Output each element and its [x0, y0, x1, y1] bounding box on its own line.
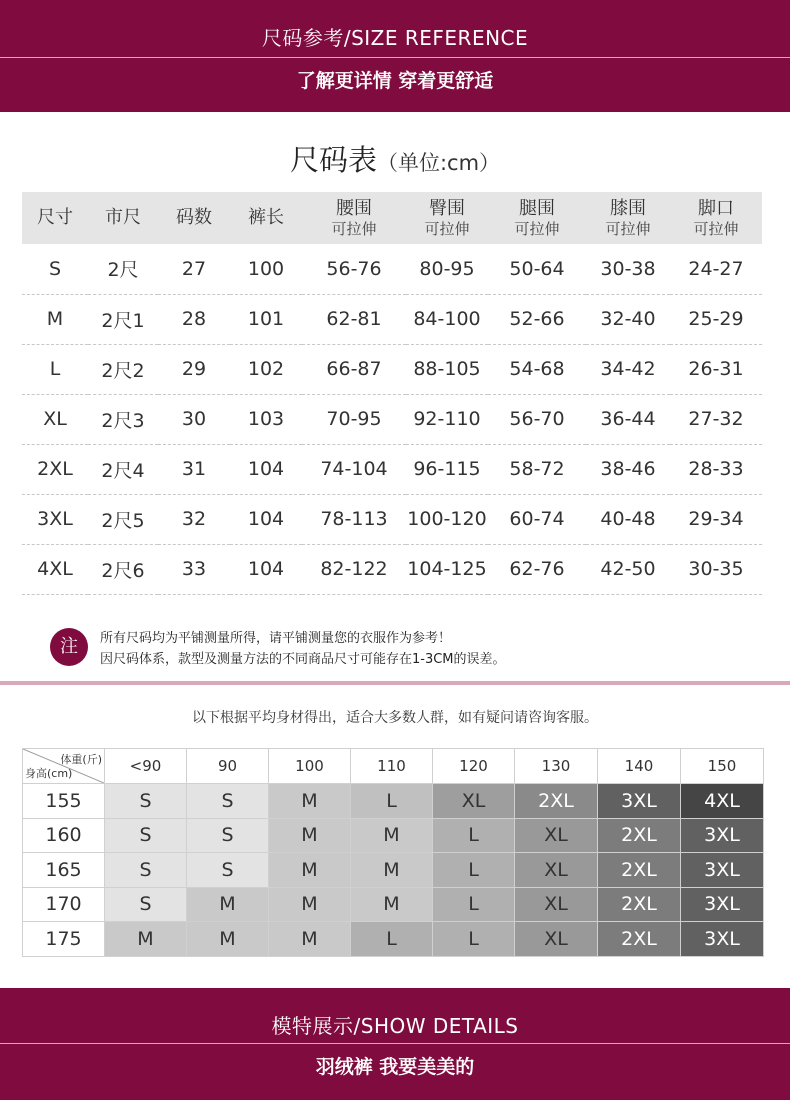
size-chart-cell: 27 [181, 257, 207, 280]
recommended-size-cell: M [351, 887, 433, 922]
size-chart-cell: 66-87 [326, 358, 382, 380]
recommended-size-cell: M [105, 922, 187, 957]
size-chart-cell: 25-29 [688, 308, 744, 330]
recommended-size-cell: XL [515, 922, 598, 957]
size-chart-cell: 2尺2 [101, 359, 145, 382]
size-chart-cell: 101 [247, 308, 285, 330]
size-chart-cell: 4XL [37, 558, 73, 580]
size-chart-row [22, 294, 762, 344]
size-chart-cell: 74-104 [320, 458, 388, 480]
header-hip: 臀围 可拉伸 [424, 198, 470, 238]
size-chart-cell: 2尺5 [101, 509, 145, 532]
height-cell: 160 [23, 818, 105, 853]
header-knee: 膝围 可拉伸 [605, 198, 651, 238]
section-divider [0, 681, 790, 685]
size-chart-cell: 62-81 [326, 308, 382, 330]
size-chart-cell: 30-35 [688, 558, 744, 580]
banner-title: 模特展示/SHOW DETAILS [271, 1014, 519, 1038]
size-chart-cell: 82-122 [320, 558, 388, 580]
recommended-size-cell: 2XL [598, 818, 681, 853]
size-chart-title [0, 138, 790, 179]
height-cell: 155 [23, 784, 105, 819]
recommended-size-cell: S [187, 818, 269, 853]
size-chart-cell: 28-33 [688, 458, 744, 480]
recommended-size-cell: S [105, 853, 187, 888]
recommended-size-cell: XL [433, 784, 515, 819]
banner-subtitle: 羽绒裤 我要美美的 [315, 1056, 475, 1078]
size-chart-cell: 104 [247, 558, 285, 580]
size-chart-cell: 84-100 [413, 308, 481, 330]
size-chart-cell: 29 [181, 358, 207, 380]
size-chart-cell: M [46, 308, 64, 330]
recommended-size-cell: M [269, 922, 351, 957]
banner-title: 尺码参考/SIZE REFERENCE [261, 26, 529, 50]
header-thigh: 腿围 可拉伸 [514, 198, 560, 238]
size-chart-cell: 103 [247, 408, 285, 430]
size-chart-cell: 88-105 [413, 358, 481, 380]
size-chart-cell: 2尺4 [101, 459, 145, 482]
size-chart-cell: 36-44 [600, 408, 656, 430]
height-cell: 175 [23, 922, 105, 957]
size-chart-cell: 29-34 [688, 508, 744, 530]
size-chart-cell: 56-76 [326, 257, 382, 280]
size-chart-cell: 33 [181, 558, 207, 580]
recommended-size-cell: 3XL [598, 784, 681, 819]
size-chart-cell: 62-76 [509, 558, 565, 580]
size-chart-cell: 104 [247, 458, 285, 480]
recommended-size-cell: 3XL [681, 853, 764, 888]
size-chart-cell: 100 [247, 257, 285, 280]
recommended-size-cell: M [187, 922, 269, 957]
size-chart-title-text: 尺码表 [289, 143, 377, 177]
size-chart-cell: 2XL [37, 458, 73, 480]
recommended-size-cell: L [351, 922, 433, 957]
weight-header-cell: 100 [269, 749, 351, 784]
recommended-size-cell: S [105, 784, 187, 819]
size-chart-cell: 54-68 [509, 358, 565, 380]
recommended-size-cell: XL [515, 818, 598, 853]
size-chart-row [22, 394, 762, 444]
recommended-size-cell: 3XL [681, 818, 764, 853]
size-chart-cell: 26-31 [688, 358, 744, 380]
size-chart-row [22, 494, 762, 544]
weight-header-row [23, 749, 764, 784]
size-chart-cell: 58-72 [509, 458, 565, 480]
recommended-size-cell: L [433, 887, 515, 922]
size-chart-cell: 60-74 [509, 508, 565, 530]
weight-header-cell: 120 [433, 749, 515, 784]
size-chart-row [22, 444, 762, 494]
size-chart-cell: 32 [181, 508, 207, 530]
size-chart-cell: 2尺6 [101, 559, 145, 582]
size-chart-cell: 70-95 [326, 408, 382, 430]
size-chart-cell: 52-66 [509, 308, 565, 330]
size-chart-cell: 38-46 [600, 458, 656, 480]
size-chart-cell: 92-110 [413, 408, 481, 430]
size-chart-cell: 2尺1 [101, 309, 145, 332]
recommended-size-cell: 2XL [598, 922, 681, 957]
size-chart-cell: 2尺 [107, 259, 139, 282]
recommended-size-cell: M [269, 853, 351, 888]
height-row [23, 922, 764, 957]
recommended-size-cell: M [351, 818, 433, 853]
note-line-1: 所有尺码均为平铺测量所得，请平铺测量您的衣服作为参考！ [100, 631, 452, 646]
height-row [23, 853, 764, 888]
height-cell: 165 [23, 853, 105, 888]
recommended-size-cell: L [433, 818, 515, 853]
header-code: 码数 [176, 207, 212, 229]
weight-header-cell: 130 [515, 749, 598, 784]
size-reference-banner [0, 0, 790, 112]
size-chart-cell: 102 [247, 358, 285, 380]
recommended-size-cell: L [433, 922, 515, 957]
size-chart-cell: 80-95 [419, 257, 475, 280]
size-chart-row [22, 544, 762, 594]
size-chart-row [22, 244, 762, 294]
recommended-size-cell: 2XL [598, 853, 681, 888]
size-chart-cell: 104 [247, 508, 285, 530]
recommended-size-cell: L [433, 853, 515, 888]
size-chart-cell: 104-125 [407, 558, 487, 580]
header-length: 裤长 [248, 207, 284, 229]
recommended-size-cell: XL [515, 887, 598, 922]
recommended-size-cell: S [187, 784, 269, 819]
recommended-size-cell: 2XL [515, 784, 598, 819]
size-chart-cell: 56-70 [509, 408, 565, 430]
recommendation-intro: 以下根据平均身材得出，适合大多数人群，如有疑问请咨询客服。 [192, 710, 598, 726]
weight-header-cell: 140 [598, 749, 681, 784]
height-cell: 170 [23, 887, 105, 922]
size-chart-cell: 96-115 [413, 458, 481, 480]
size-chart-cell: 24-27 [688, 257, 744, 280]
recommended-size-cell: L [351, 784, 433, 819]
recommended-size-cell: 3XL [681, 887, 764, 922]
size-chart-cell: XL [43, 408, 67, 430]
recommended-size-cell: M [187, 887, 269, 922]
recommended-size-cell: M [269, 887, 351, 922]
recommended-size-cell: M [351, 853, 433, 888]
size-chart-cell: 78-113 [320, 508, 388, 530]
header-shichi: 市尺 [105, 207, 141, 229]
show-details-banner [0, 988, 790, 1100]
weight-axis-label: 体重(斤) [60, 753, 102, 766]
note-text [100, 628, 506, 670]
height-row [23, 887, 764, 922]
size-chart-cell: 28 [181, 308, 207, 330]
note-line-2: 因尺码体系，款型及测量方法的不同商品尺寸可能存在1-3CM的误差。 [100, 652, 506, 667]
header-size: 尺寸 [37, 207, 73, 229]
recommended-size-cell: S [187, 853, 269, 888]
recommended-size-cell: 4XL [681, 784, 764, 819]
size-chart-cell: 30 [181, 408, 207, 430]
size-chart-unit: （单位:cm） [376, 151, 501, 175]
weight-header-cell: 90 [187, 749, 269, 784]
banner-subtitle: 了解更详情 穿着更舒适 [296, 70, 494, 92]
size-chart-row [22, 344, 762, 394]
recommended-size-cell: 3XL [681, 922, 764, 957]
recommended-size-cell: S [105, 887, 187, 922]
size-chart-cell: 100-120 [407, 508, 487, 530]
size-chart-cell: 42-50 [600, 558, 656, 580]
note-badge: 注 [50, 628, 88, 666]
recommended-size-cell: XL [515, 853, 598, 888]
header-waist: 腰围 可拉伸 [331, 198, 377, 238]
size-chart-cell: 32-40 [600, 308, 656, 330]
size-chart-cell: 2尺3 [101, 409, 145, 432]
recommended-size-cell: M [269, 818, 351, 853]
size-chart-cell: 40-48 [600, 508, 656, 530]
size-chart-cell: 34-42 [600, 358, 656, 380]
height-row [23, 818, 764, 853]
table-corner [23, 749, 105, 784]
header-hem: 脚口 可拉伸 [693, 198, 739, 238]
size-chart-cell: 27-32 [688, 408, 744, 430]
height-row [23, 784, 764, 819]
weight-header-cell: 110 [351, 749, 433, 784]
recommended-size-cell: 2XL [598, 887, 681, 922]
size-chart-cell: 50-64 [509, 257, 565, 280]
weight-header-cell: <90 [105, 749, 187, 784]
size-chart-cell: S [48, 257, 62, 280]
height-axis-label: 身高(cm) [25, 767, 73, 780]
size-chart-cell: 30-38 [600, 257, 656, 280]
size-chart-cell: L [49, 358, 61, 380]
size-chart-header-row [22, 192, 762, 244]
weight-header-cell: 150 [681, 749, 764, 784]
recommended-size-cell: S [105, 818, 187, 853]
size-chart-table [22, 192, 762, 595]
size-chart-cell: 3XL [37, 508, 73, 530]
size-chart-cell: 31 [181, 458, 207, 480]
weight-height-table [22, 748, 764, 957]
recommended-size-cell: M [269, 784, 351, 819]
